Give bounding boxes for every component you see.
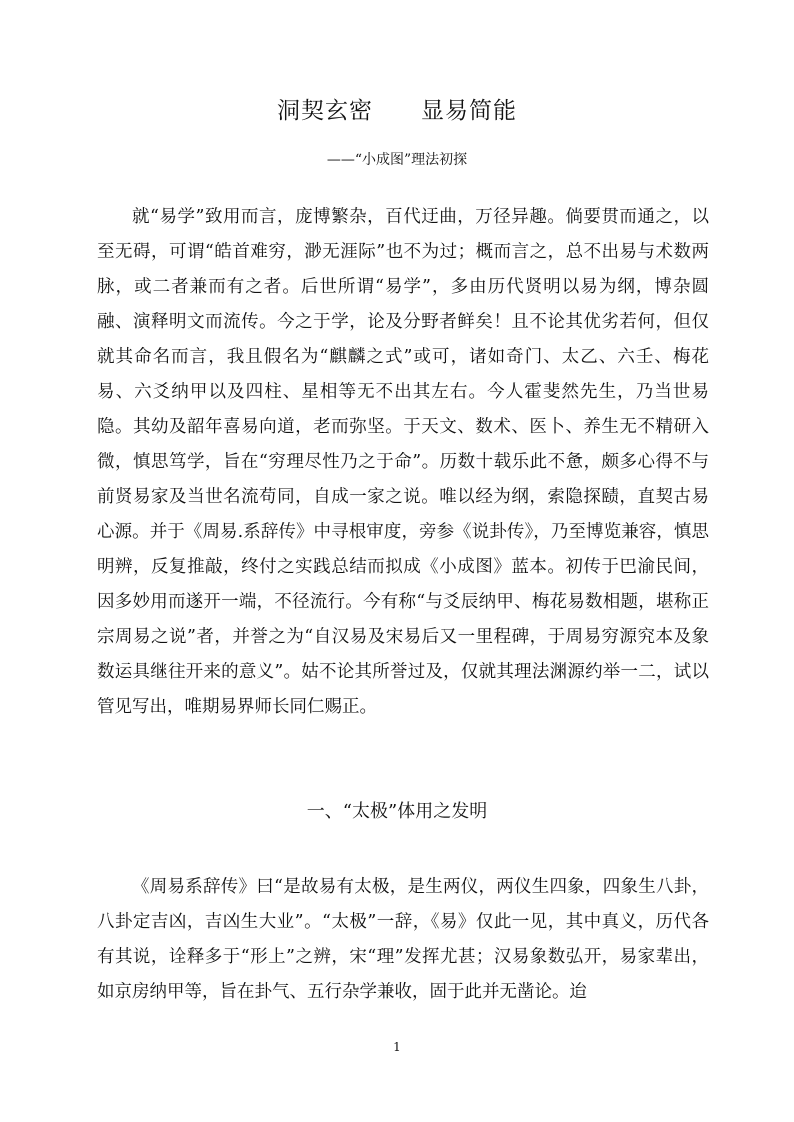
- title-left: 洞契玄密: [277, 98, 373, 124]
- title-right: 显易简能: [421, 98, 517, 124]
- intro-paragraph: 就“易学”致用而言，庞博繁杂，百代迂曲，万径异趣。倘要贯而通之，以至无碍，可谓“皓首难穷，渺无涯际”也不为过；概而言之，总不出易与术数两脉，或二者兼而有之者。后世所谓“易学”，多由历代贤明以易为纲，博杂圆融、演释明文而流传。今之于学，论及分野者鲜矣！且不论其优劣若何，但仅就其命名而言，我且假名为“麒麟之式”或可，诸如奇门、太乙、六壬、梅花易、六爻纳甲以及四柱、星相等无不出其左右。今人霍斐然先生，乃当世易隐。其幼及韶年喜易向道，老而弥坚。于天文、数术、医卜、养生无不精研入微，慎思笃学，旨在“穷理尽性乃之于命”。历数十载乐此不惫，颇多心得不与前贤易家及当世名流苟同，自成一家之说。唯以经为纲，索隐探赜，直契古易心源。并于《周易.系辞传》中寻根审度，旁参《说卦传》，乃至博览兼容，慎思明辨，反复推敲，终付之实践总结而拟成《小成图》蓝本。初传于巴渝民间，因多妙用而遂开一端，不径流行。今有称“与爻辰纳甲、梅花易数相题，堪称正宗周易之说”者，并誉之为“自汉易及宋易后又一里程碑，于周易穷源究本及象数运具继往开来的意义”。姑不论其所誉过及，仅就其理法渊源约举一二，试以管见写出，唯期易界师长同仁赐正。: [97, 207, 709, 717]
- document-title: [0, 92, 794, 125]
- section-paragraph: 《周易系辞传》曰“是故易有太极，是生两仪，两仪生四象，四象生八卦，八卦定吉凶，吉凶生大业”。“太极”一辞，《易》仅此一见，其中真义，历代各有其说，诠释多于“形上”之辨，宋“理”发挥尤甚；汉易象数弘开，易家辈出，如京房纳甲等，旨在卦气、五行杂学兼收，固于此并无凿论。迨: [97, 877, 709, 1002]
- page-number: 1: [393, 1040, 401, 1054]
- section-heading: 一、“太极”体用之发明: [306, 801, 488, 822]
- document-subtitle: ——“小成图”理法初探: [326, 152, 468, 168]
